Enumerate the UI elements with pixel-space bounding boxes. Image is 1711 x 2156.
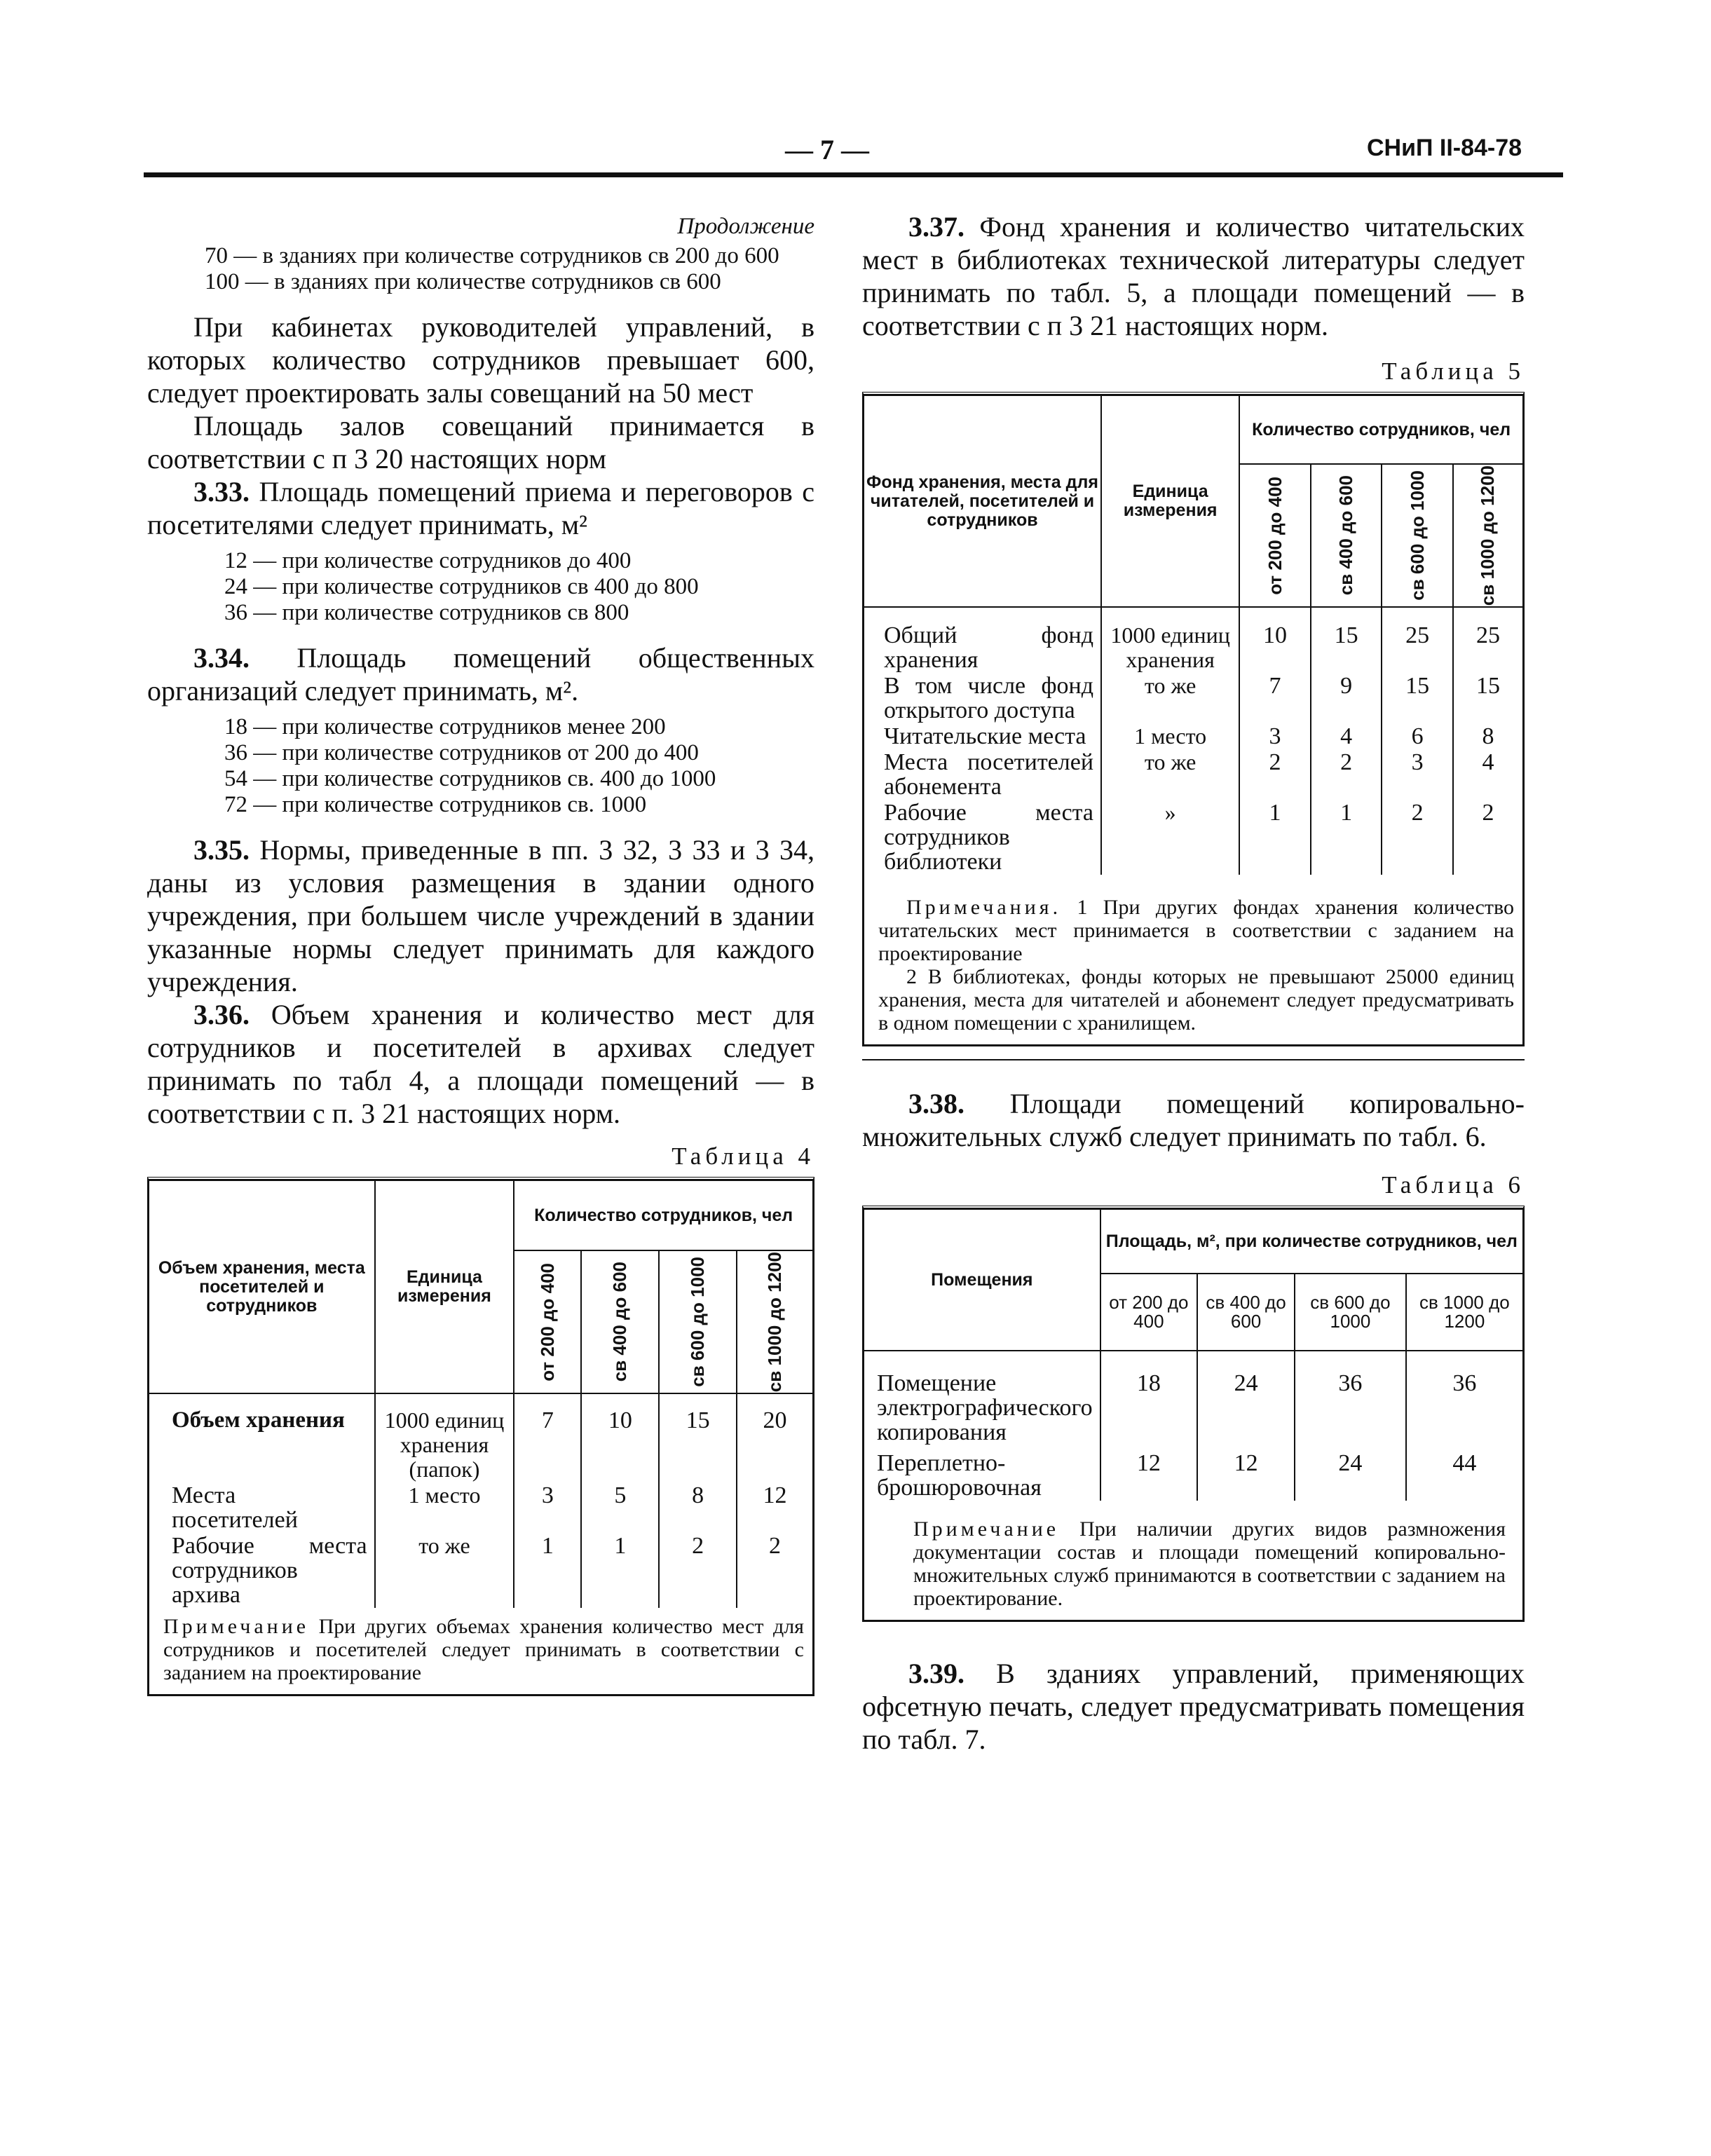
cell: 15	[659, 1407, 737, 1482]
list-item: 72 — при количестве сотрудников св. 1000	[224, 792, 647, 817]
paragraph-meeting-rooms: При кабинетах руководителей управлений, в которых количество сотрудников превышает 600, следует проектировать залы совещаний на 50 мест	[147, 311, 814, 409]
section-3-37	[862, 210, 1525, 342]
row-label: В том числе фонд открытого доступа	[884, 673, 1094, 724]
section-3-38	[862, 1087, 1525, 1153]
section-number: 3.33.	[193, 476, 250, 507]
cell: 1	[514, 1533, 581, 1608]
note-text: 1 При других фондах хранения количество читательских мест принимается в соответствии с заданием на проектирование	[878, 896, 1514, 966]
table-header-range: св 600 до 1000	[687, 1257, 709, 1387]
left-column	[147, 210, 814, 1696]
cell: 2	[1311, 749, 1382, 800]
section-3-39	[862, 1657, 1525, 1756]
table-5-caption: Таблица 5	[1382, 357, 1525, 385]
cell: 2	[1239, 749, 1311, 800]
list-item: 18 — при количестве сотрудников менее 200	[224, 714, 666, 739]
list-item: 36 — при количестве сотрудников св 800	[224, 600, 629, 625]
row-unit: »	[1101, 800, 1239, 875]
table-row	[864, 800, 1522, 875]
cell: 5	[581, 1482, 659, 1533]
cell: 36	[1295, 1370, 1406, 1450]
table-header: Помещения	[864, 1209, 1100, 1351]
table-6-caption: Таблица 6	[1382, 1171, 1525, 1199]
continuation-label: Продолжение	[677, 214, 814, 239]
cell: 20	[737, 1407, 812, 1482]
section-text: Фонд хранения и количество читательских мест в библиотеках технической литературы следует принимать по табл. 5, а площади помещений — в соответствии с п 3 21 настоящих норм.	[862, 211, 1525, 341]
cell: 10	[581, 1407, 659, 1482]
cell: 12	[1100, 1450, 1197, 1501]
cell: 9	[1311, 673, 1382, 723]
row-label: Рабочие места сотрудников архива	[172, 1533, 367, 1609]
cell: 25	[1382, 622, 1453, 673]
row-label: Объем хранения	[172, 1407, 345, 1433]
cell: 18	[1100, 1370, 1197, 1450]
note-head: Примечание	[913, 1517, 1060, 1541]
page-number: — 7 —	[785, 134, 869, 165]
note-head: Примечания.	[906, 896, 1062, 920]
table-6-note	[864, 1501, 1522, 1620]
section-number: 3.39.	[908, 1658, 964, 1690]
row-label: Места посетителей	[172, 1482, 298, 1534]
table-row	[864, 723, 1522, 749]
cell: 10	[1239, 622, 1311, 673]
section-3-35	[147, 833, 814, 998]
table-5-note	[864, 875, 1522, 1044]
table-header-range: от 200 до 400	[536, 1262, 558, 1381]
note-text: При других объемах хранения количество мест для сотрудников и посетителей следует принимать в соответствии с заданием на проектирование	[163, 1615, 804, 1685]
table-header: Объем хранения, места посетителей и сотрудников	[149, 1180, 375, 1393]
row-unit: то же	[1101, 673, 1239, 723]
cell: 1	[1239, 800, 1311, 875]
cell: 15	[1453, 673, 1522, 723]
list-item: 36 — при количестве сотрудников от 200 до 400	[224, 740, 699, 765]
separator-rule	[862, 1059, 1525, 1063]
list-item: 24 — при количестве сотрудников св 400 до 800	[224, 574, 699, 599]
list-item: 70 — в зданиях при количестве сотрудников св 200 до 600	[205, 243, 779, 268]
table-header-group: Площадь, м², при количестве сотрудников, чел	[1100, 1209, 1522, 1274]
list-top	[205, 243, 814, 295]
table-header-range: св 400 до 600	[1197, 1274, 1295, 1351]
cell: 8	[1453, 723, 1522, 749]
table-row	[149, 1407, 812, 1482]
cell: 6	[1382, 723, 1453, 749]
row-unit: 1 место	[375, 1482, 514, 1533]
table-header: Фонд хранения, места для читателей, посетителей и сотрудников	[864, 395, 1101, 607]
table-4-note	[149, 1608, 812, 1694]
cell: 36	[1406, 1370, 1522, 1450]
table-4-caption: Таблица 4	[672, 1142, 814, 1170]
section-3-33	[147, 475, 814, 541]
list-3-33	[224, 548, 814, 626]
section-text: В зданиях управлений, применяющих офсетную печать, следует предусматривать помещения по табл. 7.	[862, 1658, 1525, 1756]
list-item: 54 — при количестве сотрудников св. 400 до 1000	[224, 766, 716, 791]
row-label: Общий фонд хранения	[884, 622, 1094, 674]
cell: 24	[1197, 1370, 1295, 1450]
cell: 2	[659, 1533, 737, 1608]
table-row	[864, 673, 1522, 723]
document-code: СНиП II-84-78	[1367, 135, 1522, 161]
row-label: Читательские места	[884, 723, 1086, 750]
section-number: 3.36.	[193, 999, 250, 1030]
row-unit: 1000 единиц хранения (папок)	[375, 1407, 514, 1482]
cell: 7	[514, 1407, 581, 1482]
cell: 2	[1453, 800, 1522, 875]
table-header-range: св 600 до 1000	[1406, 470, 1428, 601]
cell: 12	[1197, 1450, 1295, 1501]
table-5	[862, 392, 1525, 1046]
cell: 4	[1311, 723, 1382, 749]
section-text: Площади помещений копировально-множительных служб следует принимать по табл. 6.	[862, 1088, 1525, 1153]
section-number: 3.38.	[908, 1088, 964, 1120]
note-text: При наличии других видов размножения документации состав и площади помещений копировально-множительных служб принимаются в соответствии с заданием на проектирование.	[913, 1517, 1506, 1611]
table-header-group: Количество сотрудников, чел	[514, 1180, 812, 1250]
section-text: Площадь помещений общественных организаций следует принимать, м².	[147, 642, 814, 707]
row-label: Рабочие места сотрудников библиотеки	[884, 800, 1094, 875]
cell: 4	[1453, 749, 1522, 800]
table-header: Единица измерения	[375, 1180, 514, 1393]
table-header-range: св 1000 до 1200	[1406, 1274, 1522, 1351]
cell: 2	[1382, 800, 1453, 875]
note-head: Примечание	[163, 1615, 310, 1639]
cell: 25	[1453, 622, 1522, 673]
section-3-34	[147, 641, 814, 707]
section-3-36	[147, 998, 814, 1130]
cell: 3	[1239, 723, 1311, 749]
list-item: 12 — при количестве сотрудников до 400	[224, 548, 632, 573]
row-label: Места посетителей абонемента	[884, 749, 1094, 800]
note-text: 2 В библиотеках, фонды которых не превышают 25000 единиц хранения, места для читателей и абонемент следует предусматривать в одном помещении с хранилищем.	[878, 965, 1514, 1035]
cell: 24	[1295, 1450, 1406, 1501]
cell: 12	[737, 1482, 812, 1533]
cell: 44	[1406, 1450, 1522, 1501]
section-number: 3.34.	[193, 642, 250, 674]
table-row	[149, 1482, 812, 1533]
table-header-range: св 1000 до 1200	[764, 1252, 786, 1393]
row-unit: то же	[1101, 749, 1239, 800]
table-row	[864, 622, 1522, 673]
row-label: Переплетно-брошюровочная	[877, 1450, 1042, 1501]
cell: 7	[1239, 673, 1311, 723]
table-header: Единица измерения	[1101, 395, 1239, 607]
table-6	[862, 1206, 1525, 1622]
row-unit: 1000 единиц хранения	[1101, 622, 1239, 673]
table-header-range: св 1000 до 1200	[1477, 465, 1499, 606]
table-header-group: Количество сотрудников, чел	[1239, 395, 1522, 464]
table-row	[864, 1370, 1522, 1450]
cell: 1	[581, 1533, 659, 1608]
table-4	[147, 1177, 814, 1696]
row-unit: то же	[375, 1533, 514, 1608]
cell: 1	[1311, 800, 1382, 875]
cell: 3	[514, 1482, 581, 1533]
section-text: Нормы, приведенные в пп. 3 32, 3 33 и 3 34, даны из условия размещения в здании одного учреждения, при большем числе учреждений в здании указанные нормы следует принимать для каждого учреждения.	[147, 834, 814, 997]
section-text: Площадь помещений приема и переговоров с посетителями следует принимать, м²	[147, 476, 814, 540]
section-text: Объем хранения и количество мест для сотрудников и посетителей в архивах следует принимать по табл 4, а площади помещений — в соответствии с п. 3 21 настоящих норм.	[147, 999, 814, 1129]
table-header-range: св 400 до 600	[609, 1262, 631, 1382]
row-unit: 1 место	[1101, 723, 1239, 749]
table-row	[864, 749, 1522, 800]
table-row	[149, 1533, 812, 1608]
row-label: Помещение электрографического копирования	[877, 1370, 1093, 1446]
table-header-range: св 400 до 600	[1335, 475, 1357, 596]
list-3-34	[224, 714, 744, 818]
section-number: 3.37.	[908, 211, 964, 243]
header-rule	[144, 172, 1563, 177]
cell: 15	[1382, 673, 1453, 723]
cell: 8	[659, 1482, 737, 1533]
table-header-range: от 200 до 400	[1264, 476, 1286, 595]
table-header-range: св 600 до 1000	[1295, 1274, 1406, 1351]
table-header-range: от 200 до 400	[1100, 1274, 1197, 1351]
cell: 2	[737, 1533, 812, 1608]
paragraph-meeting-area: Площадь залов совещаний принимается в соответствии с п 3 20 настоящих норм	[147, 410, 814, 475]
cell: 3	[1382, 749, 1453, 800]
section-number: 3.35.	[193, 834, 250, 866]
cell: 15	[1311, 622, 1382, 673]
table-row	[864, 1450, 1522, 1501]
right-column	[862, 210, 1525, 1756]
list-item: 100 — в зданиях при количестве сотрудников св 600	[205, 269, 721, 294]
